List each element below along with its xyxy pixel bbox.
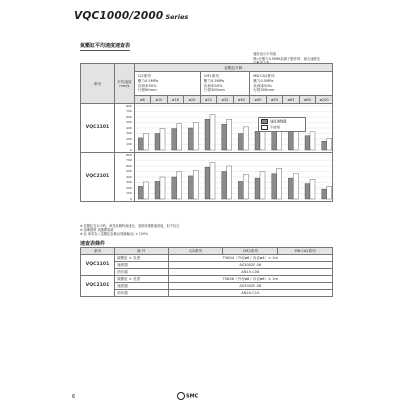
y-tick-label: 600 [126, 163, 132, 168]
y-tick-label: 0 [129, 147, 132, 152]
cond-label: 消音器 [114, 269, 168, 276]
bar-without-10 [310, 132, 315, 150]
y-tick-label: 0 [129, 196, 132, 201]
series-title: VQC1000/2000 [74, 10, 164, 22]
legend-swatch-white [261, 125, 268, 130]
footnote-line: ※ 請參照第 項選擇系統 [80, 228, 114, 233]
bar-with-valve-3 [188, 128, 193, 150]
page-number: 6 [72, 394, 76, 400]
bore-label: ø16 [167, 96, 184, 104]
bore-label: ø40 [250, 96, 267, 104]
bore-label: ø40 [233, 96, 250, 104]
bar-with-valve-9 [288, 178, 293, 199]
bar-without-9 [293, 174, 298, 199]
bar-without-1 [160, 129, 165, 150]
page-header [74, 10, 188, 22]
cond-label: 速度閥 [114, 262, 168, 269]
cond-value: AN15-C08 [168, 269, 332, 276]
bore-label: ø6 [134, 96, 150, 104]
bore-label: ø10 [151, 96, 168, 104]
series-label: Series [165, 13, 189, 21]
bar-chart-vqc2101 [135, 153, 335, 201]
bar-with-valve-1 [155, 134, 160, 151]
bar-without-4 [210, 163, 215, 199]
y-tick-label: 300 [126, 131, 132, 135]
bar-without-2 [176, 124, 181, 150]
header-speed: 平均速度 mm/s [114, 64, 134, 104]
header-series: 系列 [81, 64, 115, 104]
y-tick-label: 800 [126, 152, 132, 157]
cond-label: 消音器 [114, 290, 168, 297]
cond-header: 系列 [81, 248, 115, 255]
cond-value: AS3002F-06 [168, 262, 332, 269]
bar-with-valve-5 [221, 172, 226, 200]
bar-with-valve-9 [288, 131, 293, 150]
bar-with-valve-6 [238, 181, 243, 199]
bar-without-10 [310, 179, 315, 199]
y-tick-label: 200 [126, 136, 132, 141]
bar-without-5 [226, 166, 231, 199]
bar-with-valve-4 [205, 167, 210, 199]
bar-without-7 [260, 172, 265, 200]
note-line: 例):在壓力0.5MPa負載下動作時，最大速度及 [253, 56, 321, 61]
y-tick-label: 100 [126, 191, 132, 195]
bar-without-11 [326, 138, 331, 150]
bar-with-valve-5 [221, 124, 226, 150]
smc-logo: SMC [177, 392, 198, 400]
y-tick-label: 400 [126, 174, 132, 179]
bore-label: ø100 [316, 96, 333, 104]
legend-item: 速度調整閥 [261, 119, 303, 125]
bar-with-valve-2 [171, 129, 176, 150]
bar-with-valve-0 [138, 138, 143, 150]
cond-series-vqc2101: VQC2101 [81, 276, 115, 297]
bar-with-valve-0 [138, 186, 143, 199]
bar-with-valve-11 [321, 141, 326, 150]
cond-header: CM2系列 [223, 248, 278, 255]
y-tick-label: 500 [126, 120, 132, 124]
y-tick-label: 300 [126, 180, 132, 184]
bar-without-2 [176, 172, 181, 200]
bar-without-8 [276, 168, 281, 199]
y-tick-label: 600 [126, 114, 132, 119]
cond-header: MB·CA2系列 [278, 248, 333, 255]
config-cj2: CJ2系列 壓力0.5MPa 負荷率50% 行程60mm [134, 72, 200, 96]
bar-with-valve-7 [255, 178, 260, 199]
bar-with-valve-3 [188, 176, 193, 199]
cond-value: T0604（外徑ø6 / 內徑ø4）× 1m [168, 255, 332, 262]
bar-with-valve-6 [238, 134, 243, 151]
y-ticks-1 [114, 104, 134, 153]
bore-label: ø25 [200, 96, 217, 104]
config-cm2: CM2系列 壓力0.5MPa 負荷率50% 行程300mm [200, 72, 250, 96]
bar-without-4 [210, 115, 215, 150]
y-tick-label: 200 [126, 185, 132, 190]
bar-without-1 [160, 177, 165, 199]
bar-with-valve-10 [305, 136, 310, 150]
chart-vqc2101 [134, 153, 332, 202]
y-tick-label: 500 [126, 169, 132, 173]
bar-with-valve-8 [271, 174, 276, 199]
bore-label: ø80 [299, 96, 316, 104]
bar-without-3 [193, 170, 198, 199]
cond-header: CJ2系列 [168, 248, 223, 255]
bore-label: ø20 [184, 96, 201, 104]
bar-without-11 [326, 186, 331, 199]
bar-without-0 [143, 134, 148, 151]
note-line: 可參考下表 [253, 61, 270, 66]
cond-label: 氣壓缸 × 長度 [114, 255, 168, 262]
bar-without-3 [193, 123, 198, 151]
row-label-vqc1101: VQC1101 [81, 104, 115, 153]
footnote-line: ※ 負 荷率為 ( 氣壓缸負載)/(理論輸出) × 100% [80, 232, 149, 237]
cond-label: 氣壓缸 × 長度 [114, 276, 168, 283]
chart-legend [258, 117, 306, 132]
bar-with-valve-7 [255, 131, 260, 150]
legend-item: 不使用 [261, 125, 303, 131]
footnotes [80, 224, 179, 237]
bore-label: ø50 [266, 96, 283, 104]
logo-circle-icon [177, 392, 185, 400]
bar-without-5 [226, 119, 231, 150]
conditions-table [80, 247, 333, 297]
cond-header: 條 件 [114, 248, 168, 255]
header-cylinder: 氣壓缸升降 [134, 64, 332, 72]
bar-with-valve-11 [321, 189, 326, 199]
y-tick-label: 400 [126, 125, 132, 130]
section2-title: 速查表條件 [80, 241, 106, 247]
speed-table [80, 63, 333, 202]
cond-series-vqc1101: VQC1101 [81, 255, 115, 276]
bar-with-valve-1 [155, 181, 160, 199]
legend-swatch-gray [261, 119, 268, 124]
bore-label: ø63 [283, 96, 300, 104]
cond-value: T0806（外徑ø8 / 內徑ø6）× 1m [168, 276, 332, 283]
y-tick-label: 700 [126, 158, 132, 162]
cond-label: 速度閥 [114, 283, 168, 290]
bore-label: ø32 [217, 96, 234, 104]
bar-without-6 [243, 127, 248, 150]
bar-without-6 [243, 174, 248, 199]
cond-value: AN20-C10 [168, 290, 332, 297]
bar-without-0 [143, 182, 148, 199]
y-ticks-2 [114, 153, 134, 202]
bar-with-valve-2 [171, 177, 176, 199]
row-label-vqc2101: VQC2101 [81, 153, 115, 202]
note-line: 速度表示平均值 [253, 52, 277, 56]
section1-title: 氣壓缸平均速度速查表 [80, 43, 131, 49]
y-tick-label: 800 [126, 103, 132, 108]
cond-value: AS3002F-08 [168, 283, 332, 290]
y-tick-label: 100 [126, 142, 132, 146]
footnote-line: ※ 氣壓缸在水平時，承受負載時流速比，須使用運動速度值，但不包含 [80, 224, 180, 228]
y-tick-label: 700 [126, 109, 132, 113]
bar-with-valve-10 [305, 184, 310, 199]
bar-with-valve-4 [205, 119, 210, 150]
config-mb-ca2: MB·CA2系列 壓力0.5MPa 負荷率50% 行程300mm [250, 72, 333, 96]
